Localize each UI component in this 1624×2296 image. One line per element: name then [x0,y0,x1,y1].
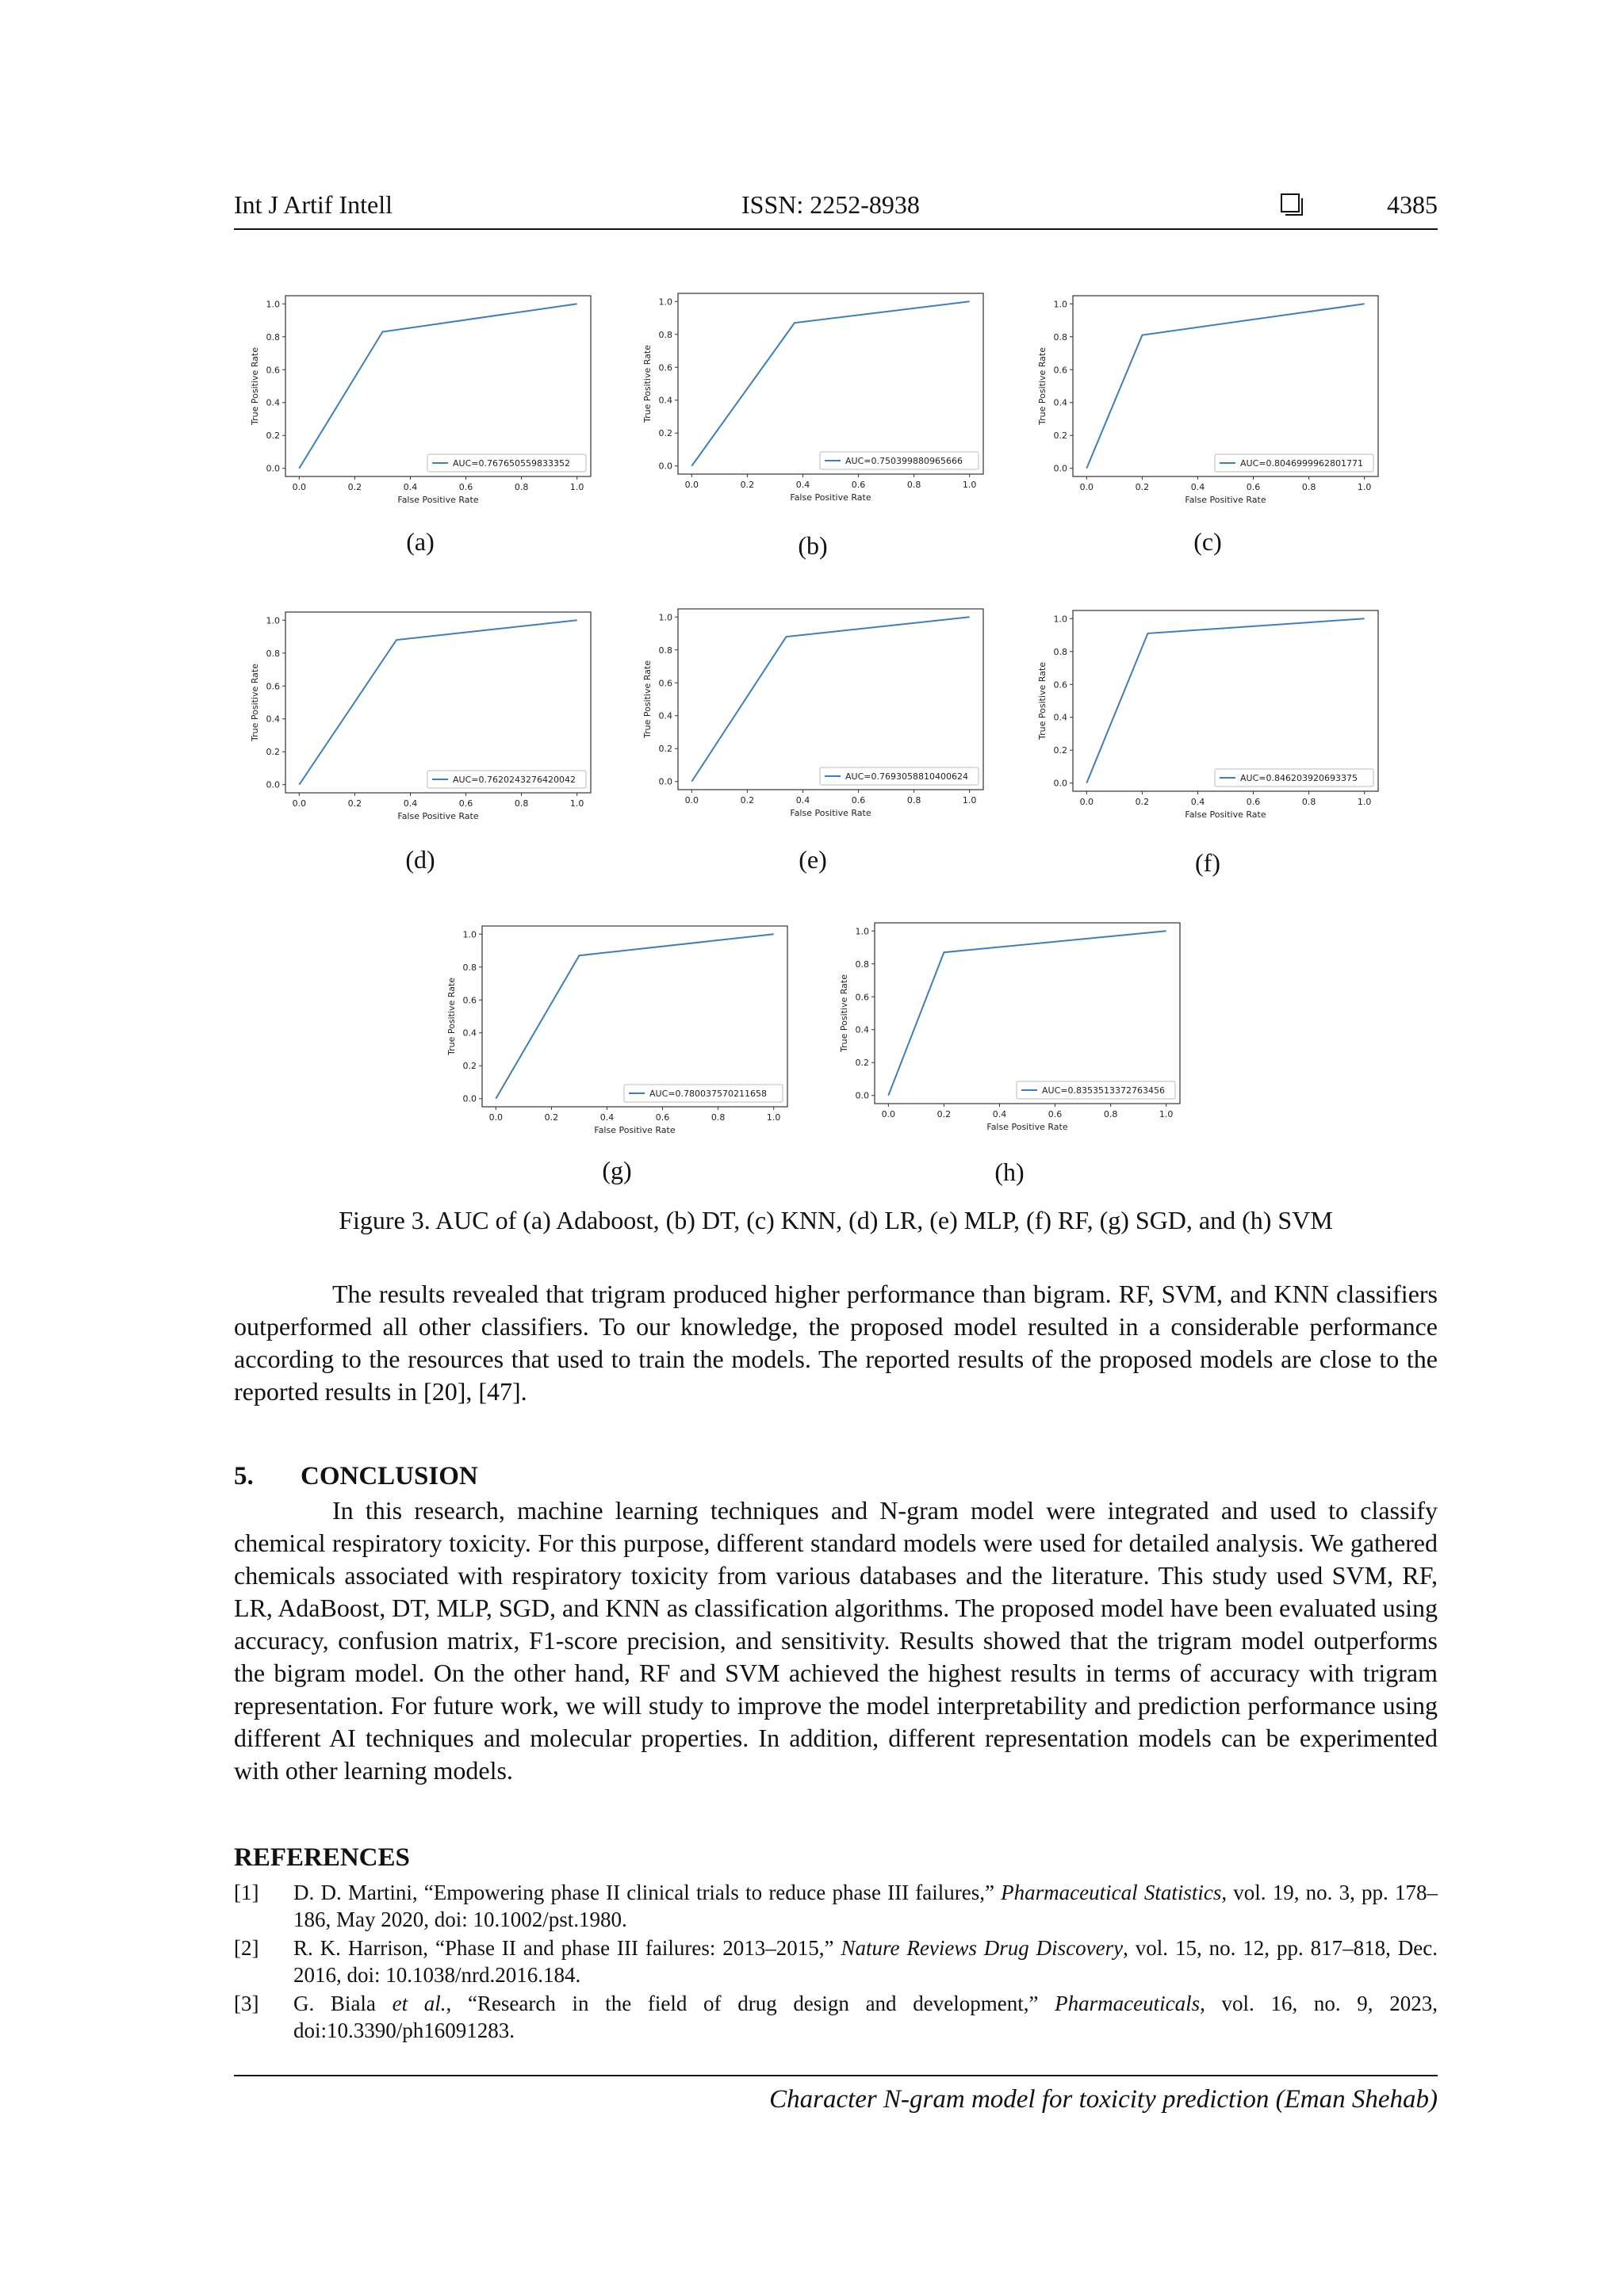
x-tick-label: 0.2 [740,795,755,806]
issn: ISSN: 2252-8938 [741,190,920,219]
x-axis-label: False Positive Rate [397,495,479,505]
y-tick-label: 0.4 [658,710,672,721]
y-tick-label: 1.0 [855,926,869,937]
y-tick-label: 0.2 [1053,430,1067,442]
y-tick-label: 0.0 [658,776,672,787]
y-tick-label: 0.8 [855,959,869,970]
reference-details: , vol. 15, no. 12, pp. 817–818, Dec. 2016, doi: 10.1038/nrd.2016.184. [293,1936,1438,1987]
x-tick-label: 0.4 [1190,482,1205,492]
y-tick-label: 0.4 [658,395,672,406]
x-tick-label: 0.0 [292,798,307,809]
reference-etal: et al. [392,1992,446,2015]
x-axis-label: False Positive Rate [594,1125,676,1135]
x-tick-label: 0.0 [1079,482,1094,492]
x-tick-label: 0.8 [514,798,529,809]
y-tick-label: 0.6 [658,678,672,689]
legend-label: AUC=0.7693058810400624 [845,771,968,782]
roc-chart-svg [439,920,795,1150]
x-tick-label: 1.0 [569,798,584,809]
y-tick-label: 0.0 [658,461,672,472]
y-tick-label: 0.0 [1053,778,1067,789]
axes-frame [1073,610,1378,791]
y-tick-label: 0.4 [855,1024,869,1035]
roc-plot-f [1029,604,1386,877]
y-tick-label: 0.8 [1053,331,1067,342]
section-number: 5. [234,1462,254,1490]
x-axis-label: False Positive Rate [790,492,871,503]
x-tick-label: 0.8 [1301,797,1316,807]
y-tick-label: 0.2 [1053,745,1067,756]
subfigure-label: (b) [798,531,828,560]
y-axis-label: True Positive Rate [1037,347,1048,425]
y-tick-label: 0.0 [266,779,280,790]
y-tick-label: 0.8 [1053,646,1067,657]
y-axis-label: True Positive Rate [250,347,260,425]
x-tick-label: 0.0 [292,482,307,492]
roc-plot-a [242,289,599,556]
y-tick-label: 0.8 [658,645,672,656]
x-tick-label: 1.0 [569,482,584,492]
axes-frame [285,612,591,793]
running-header [234,190,1438,230]
roc-chart-svg [634,603,991,832]
roc-plot-h [831,916,1188,1186]
reference-item [234,1990,1438,2044]
conclusion-paragraph [234,1494,1438,1787]
axes-frame [678,293,983,474]
reference-number: [3] [234,1992,259,2015]
x-tick-label: 1.0 [1159,1109,1174,1119]
reference-item [234,1879,1438,1933]
running-footer: Character N-gram model for toxicity prediction (Eman Shehab) [769,2085,1438,2114]
x-tick-label: 0.6 [1246,797,1261,807]
x-tick-label: 0.4 [795,795,810,806]
results-text: The results revealed that trigram produced higher performance than bigram. RF, SVM, and KNN classifiers outperformed all other classifiers. To our knowledge, the proposed model resulted in a considerable performance according to the resources that used to train the models. The reported results of the proposed models are close to the reported results in [20], [47]. [234,1280,1438,1406]
reference-journal: Pharmaceuticals [1055,1992,1201,2015]
y-tick-label: 0.6 [1053,679,1067,691]
roc-plot-c [1029,289,1386,556]
reference-text: D. D. Martini, “Empowering phase II clinical trials to reduce phase III failures,” [293,1881,1002,1904]
y-tick-label: 1.0 [266,615,280,626]
y-tick-label: 0.8 [266,331,280,342]
y-tick-label: 0.2 [658,428,672,439]
reference-number: [1] [234,1881,259,1904]
x-tick-label: 0.0 [684,795,699,806]
x-tick-label: 0.4 [599,1112,615,1123]
x-tick-label: 0.0 [488,1112,504,1123]
reference-journal: Nature Reviews Drug Discovery [841,1936,1124,1960]
roc-chart-svg [831,916,1188,1146]
roc-chart-svg [1029,604,1386,834]
y-tick-label: 0.8 [658,329,672,340]
reference-journal: Pharmaceutical Statistics [1001,1881,1222,1904]
section-heading [234,1462,478,1491]
axes-frame [482,926,787,1107]
axes-frame [678,609,983,790]
y-tick-label: 0.0 [462,1093,477,1104]
footer-rule [234,2075,1438,2076]
y-tick-label: 0.4 [266,714,280,725]
x-tick-label: 0.8 [710,1112,726,1123]
y-tick-label: 0.4 [266,397,280,408]
x-tick-label: 0.8 [1301,482,1316,492]
legend-label: AUC=0.780037570211658 [649,1089,767,1099]
conclusion-text: In this research, machine learning techniques and N-gram model were integrated and used to classify chemical respiratory toxicity. For this purpose, different standard models were used for detailed analysis. We gathered chemicals associated with respiratory toxicity from various databases and the literature. This study used SVM, RF, LR, AdaBoost, DT, MLP, SGD, and KNN as classification algorithms. The proposed model have been evaluated using accuracy, confusion matrix, F1-score precision, and sensitivity. Results showed that the trigram model outperforms the bigram model. On the other hand, RF and SVM achieved the highest results in terms of accuracy with trigram representation. For future work, we will study to improve the model interpretability and prediction performance using different AI techniques and molecular properties. In addition, different representation models can be experimented with other learning models. [234,1496,1438,1785]
section-title: CONCLUSION [301,1462,478,1490]
y-tick-label: 1.0 [1053,299,1067,310]
y-axis-label: True Positive Rate [642,345,653,423]
x-axis-label: False Positive Rate [790,808,871,818]
x-tick-label: 0.2 [740,480,755,490]
legend-label: AUC=0.750399880965666 [845,456,963,466]
y-axis-label: True Positive Rate [446,978,457,1055]
y-tick-label: 0.8 [462,962,477,973]
subfigure-label: (g) [602,1156,632,1184]
x-tick-label: 0.6 [851,795,866,806]
y-tick-label: 0.6 [462,995,477,1006]
x-tick-label: 0.4 [992,1109,1007,1119]
y-tick-label: 1.0 [1053,614,1067,625]
legend-label: AUC=0.7620243276420042 [453,775,576,785]
y-tick-label: 0.0 [266,463,280,474]
x-axis-label: False Positive Rate [1185,495,1266,505]
x-tick-label: 0.6 [851,480,866,490]
x-tick-label: 0.6 [1246,482,1261,492]
y-axis-label: True Positive Rate [1037,662,1048,740]
y-tick-label: 0.6 [1053,365,1067,376]
x-tick-label: 1.0 [1357,482,1372,492]
subfigure-label: (h) [994,1158,1025,1186]
roc-plot-b [634,287,991,560]
x-tick-label: 0.6 [655,1112,670,1123]
y-axis-label: True Positive Rate [642,660,653,738]
legend-label: AUC=0.767650559833352 [453,458,570,469]
x-tick-label: 0.6 [1048,1109,1063,1119]
x-tick-label: 0.0 [881,1109,896,1119]
roc-chart-svg [1029,289,1386,519]
y-tick-label: 0.0 [1053,463,1067,474]
square-icon [1281,193,1300,212]
x-tick-label: 0.2 [936,1109,952,1119]
roc-chart-svg [242,606,599,836]
x-tick-label: 0.2 [347,482,362,492]
x-tick-label: 0.0 [684,480,699,490]
y-tick-label: 0.6 [658,362,672,373]
roc-chart-svg [634,287,991,517]
roc-chart-svg [242,289,599,519]
x-tick-label: 0.6 [458,798,473,809]
x-tick-label: 0.2 [544,1112,559,1123]
y-tick-label: 0.6 [266,365,280,376]
y-tick-label: 0.0 [855,1090,869,1101]
x-tick-label: 0.8 [906,480,921,490]
y-tick-label: 0.6 [266,681,280,692]
y-axis-label: True Positive Rate [250,664,260,741]
y-tick-label: 0.4 [1053,712,1067,723]
x-tick-label: 0.2 [347,798,362,809]
y-tick-label: 0.8 [266,648,280,659]
y-tick-label: 0.4 [462,1027,477,1039]
results-paragraph [234,1278,1438,1408]
legend-label: AUC=0.8046999962801771 [1240,458,1363,469]
x-tick-label: 1.0 [1357,797,1372,807]
y-tick-label: 1.0 [658,612,672,623]
y-axis-label: True Positive Rate [839,974,849,1052]
reference-title: , “Research in the field of drug design and development,” [446,1992,1055,2015]
x-tick-label: 0.2 [1135,797,1150,807]
x-tick-label: 0.2 [1135,482,1150,492]
x-tick-label: 0.4 [1190,797,1205,807]
x-tick-label: 1.0 [962,795,977,806]
legend-label: AUC=0.8353513372763456 [1042,1085,1165,1096]
subfigure-label: (f) [1195,848,1220,877]
figure-caption: Figure 3. AUC of (a) Adaboost, (b) DT, (c) KNN, (d) LR, (e) MLP, (f) RF, (g) SGD, and (h) SVM [339,1206,1333,1234]
reference-details: , vol. 16, no. 9, 2023, doi:10.3390/ph16091283. [293,1992,1438,2042]
reference-number: [2] [234,1936,259,1960]
subfigure-label: (c) [1193,527,1222,556]
reference-text: G. Biala [293,1992,393,2015]
reference-details: , vol. 19, no. 3, pp. 178–186, May 2020, doi: 10.1002/pst.1980. [293,1881,1438,1931]
x-axis-label: False Positive Rate [1185,809,1266,820]
roc-plot-e [634,603,991,874]
x-tick-label: 0.8 [906,795,921,806]
x-axis-label: False Positive Rate [397,811,479,821]
journal-name: Int J Artif Intell [234,190,393,219]
references-list [234,1879,1438,2045]
x-tick-label: 0.4 [795,480,810,490]
roc-plot-d [242,606,599,874]
subfigure-label: (d) [405,845,435,874]
x-tick-label: 1.0 [766,1112,781,1123]
x-tick-label: 1.0 [962,480,977,490]
y-tick-label: 1.0 [658,297,672,308]
y-tick-label: 0.2 [266,430,280,442]
y-tick-label: 0.2 [266,747,280,758]
y-tick-label: 0.2 [462,1061,477,1072]
y-tick-label: 0.6 [855,992,869,1003]
legend-label: AUC=0.846203920693375 [1240,773,1358,783]
axes-frame [285,296,591,476]
x-tick-label: 0.6 [458,482,473,492]
y-tick-label: 0.4 [1053,397,1067,408]
x-axis-label: False Positive Rate [986,1122,1068,1132]
y-tick-label: 1.0 [266,299,280,310]
x-tick-label: 0.0 [1079,797,1094,807]
reference-text: R. K. Harrison, “Phase II and phase III failures: 2013–2015,” [293,1936,841,1960]
reference-item [234,1934,1438,1988]
y-tick-label: 0.2 [855,1058,869,1069]
x-tick-label: 0.4 [403,798,418,809]
subfigure-label: (e) [799,845,827,874]
x-tick-label: 0.8 [514,482,529,492]
page-number: 4385 [1387,190,1438,219]
y-tick-label: 1.0 [462,929,477,940]
references-heading: REFERENCES [234,1843,410,1872]
x-tick-label: 0.4 [403,482,418,492]
y-tick-label: 0.2 [658,744,672,755]
subfigure-label: (a) [406,527,435,556]
roc-plot-g [439,920,795,1184]
x-tick-label: 0.8 [1103,1109,1118,1119]
